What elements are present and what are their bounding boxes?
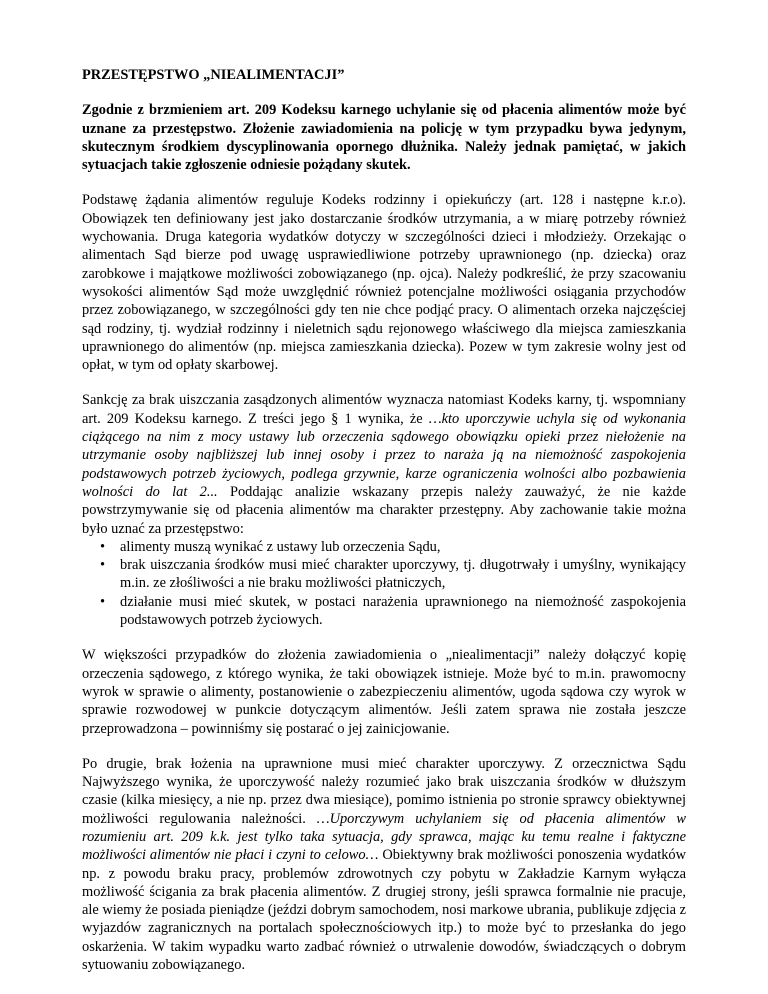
supreme-court-quote: …Uporczywym uchylaniem się od płacenia alimentów w rozumieniu art. 209 k.k. jest tylko taka sytuacja, gdy sprawca, mając ku temu realne i faktyczne możliwości alimentów nie płaci i czyni to celowo… [82,810,686,864]
paragraph-text: Sankcję za brak uiszczania zasądzonych alimentów wyznacza natomiast Kodeks karny, tj. wspomniany art. 209 Kodeksu karnego. Z treści jego § 1 wynika, że [82,392,686,427]
conditions-list [82,538,686,629]
paragraph-text: Obiektywny brak możliwości ponoszenia wydatków np. z powodu braku pracy, problemów zdrowotnych czy pobytu w Zakładzie Karnym wyłącza możliwość ścigania za brak płacenia alimentów. Z drugiej strony, jeśli sprawca formalnie nie pracuje, ale wiemy że posiada pieniądze (jeździ dobrym samochodem, nosi markowe ubrania, publikuje zdjęcia z wyjazdów zagranicznych na portalach społecznościowych itp.) to może być to przesłanka do jego oskarżenia. W takim wypadku warto zadbać również o utrwalenie dowodów, świadczących o dobrym sytuowaniu zobowiązanego. [82,847,686,974]
document-title: PRZESTĘPSTWO „NIEALIMENTACJI” [82,67,345,83]
paragraph-text: Poddając analizie wskazany przepis należy zauważyć, że nie każde powstrzymywanie się od płacenia alimentów ma charakter przestępny. Aby zachowanie takie można było uznać za przestępstwo: [82,483,686,537]
bullet-icon: • [100,557,106,574]
statute-quote: …kto uporczywie uchyla się od wykonania ciążącego na nim z mocy ustawy lub orzeczenia sądowego obowiązku opieki przez niełożenie na utrzymanie osoby najbliższej lub innej osoby i przez to naraża ją na niemożność zaspokojenia podstawowych potrzeb życiowych, podlega grzywnie, karze ograniczenia wolności albo pozbawienia wolności do lat 2... [82,410,686,500]
paragraph-court-order: W większości przypadków do złożenia zawiadomienia o „niealimentacji” należy dołączyć kopię orzeczenia sądowego, z którego wynika, że taki obowiązek istnieje. Może być to m.in. prawomocny wyrok w sprawie o alimenty, postanowienie o zabezpieczeniu alimentów, ugoda sądowa czy wyrok w sprawie rozwodowej w punkcie dotyczącym alimentów. Jeśli zatem sprawa nie została jeszcze przeprowadzona – powinniśmy się postarać o jej zainicjowanie. [82,647,686,737]
paragraph-persistence [82,755,686,975]
paragraph-criminal-sanction [82,391,686,537]
paragraph-text: Po drugie, brak łożenia na uprawnione musi mieć charakter uporczywy. Z orzecznictwa Sądu Najwyższego wynika, że uporczywość należy rozumieć jako brak uiszczania środków w dłuższym czasie (kilka miesięcy, a nie np. przez dwa miesiące), pomimo istnienia po stronie sprawcy obiektywnej możliwości regulowania należności. [82,755,686,827]
lead-paragraph: Zgodnie z brzmieniem art. 209 Kodeksu karnego uchylanie się od płacenia alimentów może być uznane za przestępstwo. Złożenie zawiadomienia na policję w tym przypadku bywa jedynym, skutecznym środkiem dyscyplinowania opornego dłużnika. Należy jednak pamiętać, w jakich sytuacjach takie zgłoszenie odniesie pożądany skutek. [82,102,686,174]
list-item: • brak uiszczania środków musi mieć charakter uporczywy, tj. długotrwały i umyślny, wynikający m.in. ze złośliwości a nie braku możliwości płatniczych, [100,557,686,592]
paragraph-alimony-basis: Podstawę żądania alimentów reguluje Kodeks rodzinny i opiekuńczy (art. 128 i następne k.r.o). Obowiązek ten definiowany jest jako dostarczanie środków utrzymania, a w miarę potrzeby również wychowania. Druga kategoria wydatków dotyczy w szczególności dzieci i młodzieży. Orzekając o alimentach Sąd bierze pod uwagę usprawiedliwione potrzeby uprawnionego (np. dziecka) oraz zarobkowe i majątkowe możliwości zobowiązanego (np. ojca). Należy podkreślić, że przy szacowaniu wysokości alimentów Sąd może uwzględnić również potencjalne możliwości osiągania przychodów przez zobowiązanego, w szczególności gdy ten nie chce podjąć pracy. O alimentach orzeka najczęściej sąd rodziny, tj. wydział rodzinny i nieletnich sądu rejonowego właściwego dla miejsca zamieszkania uprawnionego do alimentów (np. miejsca zamieszkania dziecka). Pozew w tym zakresie wolny jest od opłat, w tym od opłaty skarbowej. [82,192,686,374]
bullet-icon: • [100,593,106,610]
list-item: • alimenty muszą wynikać z ustawy lub orzeczenia Sądu, [100,538,441,555]
bullet-icon: • [100,538,106,555]
list-item: • działanie musi mieć skutek, w postaci narażenia uprawnionego na niemożność zaspokojenia podstawowych potrzeb życiowych. [100,593,686,629]
